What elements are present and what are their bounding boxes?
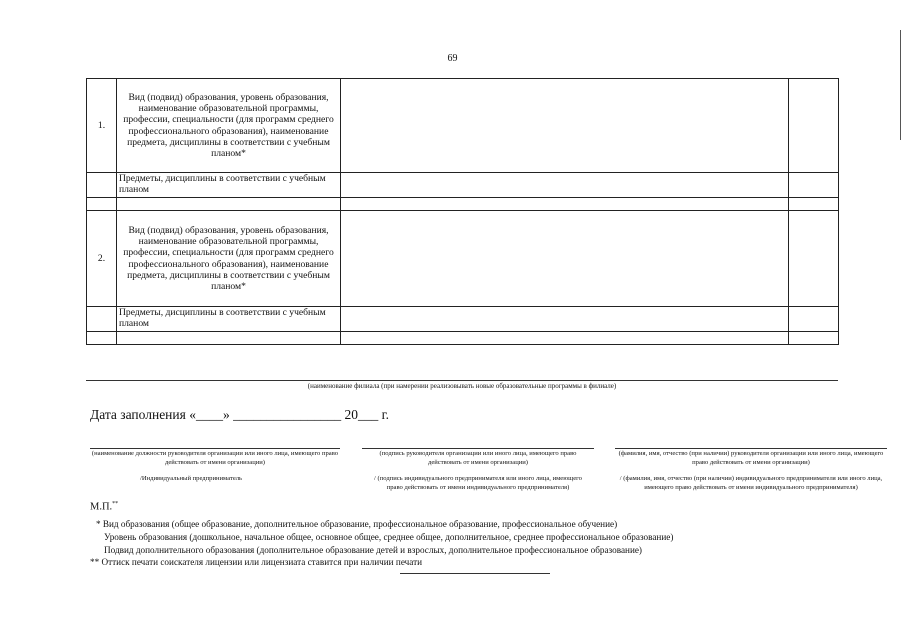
fill-date: Дата заполнения «____» ________________ 20___ г. bbox=[90, 407, 389, 422]
seal-label bbox=[90, 501, 118, 513]
row-number: 2. bbox=[87, 211, 117, 307]
subjects-label: Предметы, дисциплины в соответствии с учебным планом bbox=[117, 307, 341, 332]
programs-table bbox=[86, 78, 839, 345]
empty-cell bbox=[341, 211, 789, 307]
empty-cell bbox=[341, 307, 789, 332]
table-row bbox=[87, 173, 839, 198]
footnote-education-subtype: Подвид дополнительного образования (дополнительное образование детей и взрослых, дополнительное профессиональное образование) bbox=[104, 545, 642, 555]
table-row bbox=[87, 211, 839, 307]
seal-text: М.П. bbox=[90, 501, 113, 513]
program-description: Вид (подвид) образования, уровень образования, наименование образовательной программы, профессии, специальности (для программ среднего профессионального образования), наименование предмета, дисциплины в соответствии с учебным планом* bbox=[117, 79, 341, 173]
seal-footnote-mark: ** bbox=[112, 501, 119, 507]
signature-caption: (подпись руководителя организации или иного лица, имеющего право действовать от имени организации) bbox=[379, 450, 577, 466]
footnote-seal: ** Оттиск печати соискателя лицензии или лицензиата ставится при наличии печати bbox=[90, 557, 423, 567]
empty-cell bbox=[789, 198, 839, 211]
empty-cell bbox=[789, 79, 839, 173]
page-edge-line bbox=[900, 30, 901, 140]
position-caption: (наименование должности руководителя организации или иного лица, имеющего право действовать от имени организации) bbox=[91, 450, 339, 466]
empty-cell bbox=[341, 79, 789, 173]
footnote-education-level: Уровень образования (дошкольное, начальное общее, основное общее, среднее общее, дополнительное, среднее профессиональное образование) bbox=[104, 532, 674, 542]
empty-cell bbox=[341, 332, 789, 345]
empty-cell bbox=[87, 173, 117, 198]
page-number: 69 bbox=[447, 53, 458, 64]
empty-cell bbox=[117, 332, 341, 345]
branch-caption: (наименование филиала (при намерении реализовывать новые образовательные программы в филиале) bbox=[307, 382, 617, 390]
table-row bbox=[87, 198, 839, 211]
name-line bbox=[615, 448, 887, 449]
empty-cell bbox=[789, 173, 839, 198]
subjects-label: Предметы, дисциплины в соответствии с учебным планом bbox=[117, 173, 341, 198]
table-row bbox=[87, 332, 839, 345]
empty-cell bbox=[117, 198, 341, 211]
name-caption: (фамилия, имя, отчество (при наличии) руководителя организации или иного лица, имеющего право действовать от имени организации) bbox=[618, 450, 884, 466]
table-row bbox=[87, 79, 839, 173]
empty-cell bbox=[789, 332, 839, 345]
empty-cell bbox=[87, 332, 117, 345]
table-row bbox=[87, 307, 839, 332]
empty-cell bbox=[789, 307, 839, 332]
program-description: Вид (подвид) образования, уровень образования, наименование образовательной программы, профессии, специальности (для программ среднего профессионального образования), наименование предмета, дисциплины в соответствии с учебным планом* bbox=[117, 211, 341, 307]
row-number: 1. bbox=[87, 79, 117, 173]
empty-cell bbox=[341, 198, 789, 211]
position-line bbox=[90, 448, 340, 449]
empty-cell bbox=[87, 307, 117, 332]
footnote-education-type: * Вид образования (общее образование, дополнительное образование, профессиональное образование, профессиональное обучение) bbox=[96, 519, 618, 529]
branch-name-line bbox=[86, 380, 838, 381]
entrepreneur-label: /Индивидуальный предприниматель bbox=[140, 475, 243, 482]
empty-cell bbox=[341, 173, 789, 198]
empty-cell bbox=[87, 198, 117, 211]
entrepreneur-signature-caption: / (подпись индивидуального предпринимателя или иного лица, имеющего право действовать от имени индивидуального предпринимателя) bbox=[374, 475, 582, 491]
empty-cell bbox=[789, 211, 839, 307]
signature-line bbox=[362, 448, 594, 449]
footnote-line bbox=[400, 573, 550, 574]
entrepreneur-name-caption: / (фамилия, имя, отчество (при наличии) индивидуального предпринимателя или иного лица, имеющего право действовать от имени индивидуального предпринимателя) bbox=[619, 475, 883, 491]
